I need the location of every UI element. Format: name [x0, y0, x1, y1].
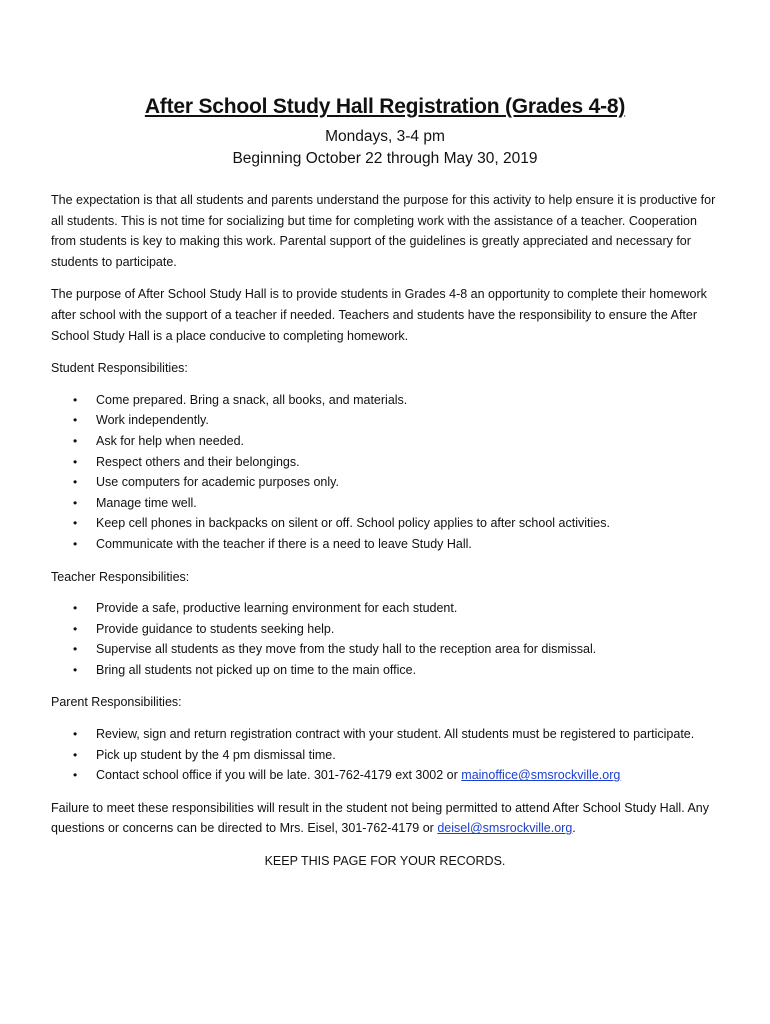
list-item: • Pick up student by the 4 pm dismissal time. [51, 745, 719, 766]
closing-paragraph: Failure to meet these responsibilities will result in the student not being permitted to attend After School Study Hall. Any questions or concerns can be directed to Mrs. Eisel, 301-762-4179 or deisel@smsrockville.org. [51, 800, 709, 836]
list-item: • Communicate with the teacher if there is a need to leave Study Hall. [51, 534, 719, 555]
schedule-line: Mondays, 3-4 pm [325, 128, 445, 145]
intro-paragraph-2: The purpose of After School Study Hall is to provide students in Grades 4-8 an opportunity to complete their homework after school with the support of a teacher if needed. Teachers and students have the responsibility to ensure the After School Study Hall is a place conducive to completing homework. [51, 287, 707, 343]
list-item: • Manage time well. [51, 493, 719, 514]
list-item: • Keep cell phones in backpacks on silent or off. School policy applies to after school activities. [51, 513, 719, 534]
bullet-icon: • [73, 454, 78, 469]
bullet-icon: • [73, 727, 78, 742]
date-range-line: Beginning October 22 through May 30, 2019 [232, 150, 538, 167]
bullet-icon: • [73, 433, 78, 448]
bullet-icon: • [73, 475, 78, 490]
bullet-icon: • [73, 642, 78, 657]
bullet-icon: • [73, 392, 78, 407]
list-item: • Review, sign and return registration contract with your student. All students must be registered to participate. [51, 724, 719, 745]
bullet-icon: • [73, 536, 78, 551]
document-body [51, 190, 719, 872]
list-item: • Ask for help when needed. [51, 431, 719, 452]
records-note: KEEP THIS PAGE FOR YOUR RECORDS. [264, 854, 506, 869]
list-item: • Provide a safe, productive learning environment for each student. [51, 598, 719, 619]
bullet-icon: • [73, 413, 78, 428]
list-item: • Supervise all students as they move from the study hall to the reception area for dismissal. [51, 639, 719, 660]
bullet-icon: • [73, 621, 78, 636]
bullet-icon: • [73, 601, 78, 616]
list-item: • Contact school office if you will be late. 301-762-4179 ext 3002 or mainoffice@smsrockville.org [51, 765, 719, 786]
student-responsibilities-heading: Student Responsibilities: [51, 361, 188, 376]
bullet-icon: • [73, 747, 78, 762]
teacher-responsibilities-list [51, 598, 719, 680]
intro-paragraph-1: The expectation is that all students and parents understand the purpose for this activity to help ensure it is productive for all students. This is not time for socializing but time for completing work with the assistance of a teacher. Cooperation from students is key to making this work. Parental support of the guidelines is greatly appreciated and necessary for students to participate. [51, 193, 716, 269]
teacher-responsibilities-heading: Teacher Responsibilities: [51, 569, 190, 584]
parent-responsibilities-heading: Parent Responsibilities: [51, 695, 182, 710]
bullet-icon: • [73, 768, 78, 783]
list-item: • Use computers for academic purposes only. [51, 472, 719, 493]
bullet-icon: • [73, 662, 78, 677]
list-item: • Provide guidance to students seeking help. [51, 619, 719, 640]
list-item: • Come prepared. Bring a snack, all books, and materials. [51, 390, 719, 411]
list-item: • Bring all students not picked up on time to the main office. [51, 660, 719, 681]
deisel-email-link[interactable]: deisel@smsrockville.org [437, 821, 573, 836]
bullet-icon: • [73, 495, 78, 510]
bullet-icon: • [73, 516, 78, 531]
parent-responsibilities-list [51, 724, 719, 786]
mainoffice-email-link[interactable]: mainoffice@smsrockville.org [461, 768, 621, 783]
student-responsibilities-list [51, 390, 719, 555]
list-item: • Respect others and their belongings. [51, 452, 719, 473]
page-title: After School Study Hall Registration (Grades 4-8) [144, 95, 626, 118]
list-item: • Work independently. [51, 410, 719, 431]
